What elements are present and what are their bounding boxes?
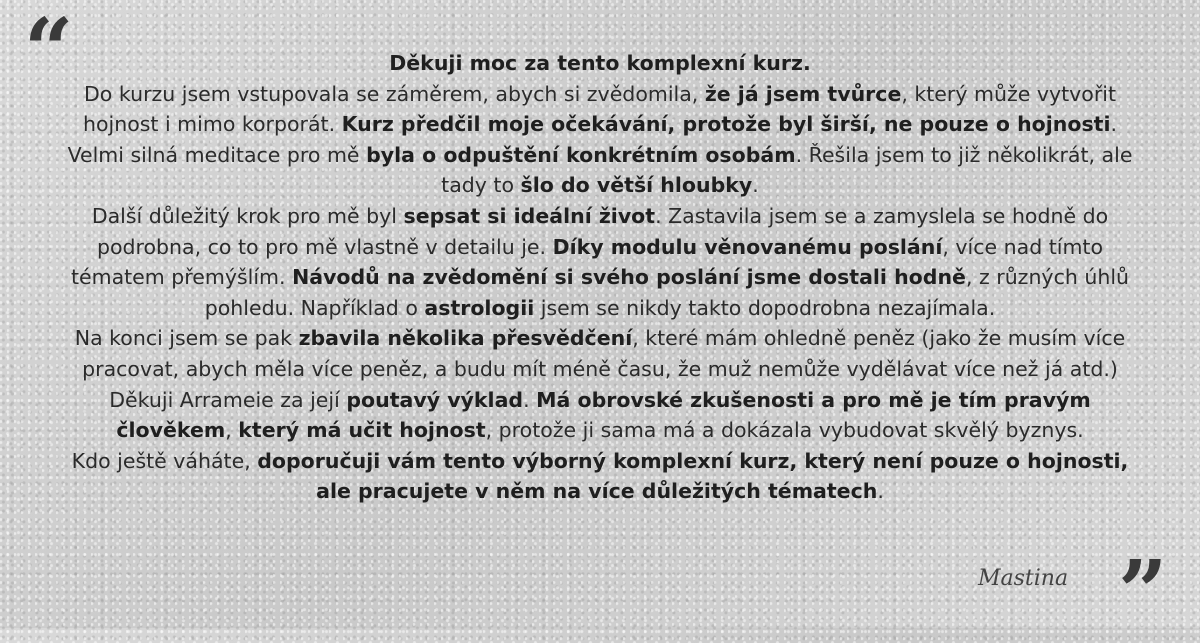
text-run: . Řešila jsem to již několikrát, ale tady to	[441, 142, 1133, 198]
text-run: jsem se nikdy takto dopodrobna nezajímala.	[534, 295, 996, 320]
text-run: , který může vytvořit hojnost i mimo korporát.	[82, 81, 1116, 137]
bold-phrase: Má obrovské zkušenosti a pro mě je tím pravým člověkem	[116, 387, 1091, 443]
text-run: Děkuji Arrameie za její	[109, 387, 347, 412]
text-run: . Zastavila jsem se a zamyslela se hodně do podrobna, co to pro mě vlastně v detailu je.	[96, 203, 1109, 259]
close-quote-icon: ”	[1118, 542, 1168, 643]
bold-phrase: byla o odpuštění konkrétním osobám	[366, 142, 796, 167]
bold-phrase: sepsat si ideální život	[403, 203, 656, 228]
testimonial-paragraph	[52, 446, 1148, 507]
text-run: , z různých úhlů pohledu. Například o	[204, 265, 1130, 320]
bold-phrase: šlo do větší hloubky	[520, 173, 753, 198]
text-run: Velmi silná meditace pro mě	[67, 142, 367, 167]
testimonial-paragraph	[52, 385, 1148, 446]
testimonial-paragraph	[52, 140, 1148, 201]
testimonial-paragraph	[52, 201, 1148, 323]
bold-phrase: doporučuji vám tento výborný komplexní kurz, který není pouze o hojnosti, ale pracujete v něm na více důležitých tématech	[257, 448, 1129, 504]
text-run: .	[752, 173, 759, 198]
text-run: Na konci jsem se pak	[74, 326, 299, 351]
bold-phrase: zbavila několika přesvědčení	[298, 326, 633, 351]
text-run: , které mám ohledně peněz (jako že musím více pracovat, abych měla více peněz, a budu mít méně času, že muž nemůže vydělávat více než já atd.)	[82, 326, 1126, 381]
bold-phrase: Díky modulu věnovanému poslání	[552, 234, 943, 259]
text-run: ,	[225, 418, 239, 443]
bold-phrase: Děkuji moc za tento komplexní kurz.	[389, 51, 811, 75]
text-run: , více nad tímto tématem přemýšlím.	[70, 234, 1104, 290]
text-run: .	[1110, 112, 1118, 137]
signature: Mastina	[978, 566, 1069, 591]
testimonial-text	[52, 48, 1148, 507]
open-quote-icon: “	[24, 0, 74, 101]
text-run: .	[523, 387, 537, 412]
testimonial-paragraph	[52, 323, 1148, 384]
bold-phrase: astrologii	[424, 295, 535, 320]
text-run: .	[877, 479, 884, 504]
testimonial-paragraph	[52, 48, 1148, 79]
testimonial-paragraph	[52, 79, 1148, 140]
bold-phrase: že já jsem tvůrce	[704, 81, 902, 106]
text-run: Do kurzu jsem vstupovala se záměrem, abych si zvědomila,	[84, 81, 705, 106]
text-run: Kdo ještě váháte,	[71, 448, 258, 473]
text-run: , protože ji sama má a dokázala vybudovat skvělý byznys.	[485, 418, 1084, 443]
bold-phrase: poutavý výklad	[346, 387, 524, 412]
bold-phrase: Kurz předčil moje očekávání, protože byl širší, ne pouze o hojnosti	[341, 112, 1111, 137]
bold-phrase: Návodů na zvědomění si svého poslání jsme dostali hodně	[292, 265, 966, 290]
bold-phrase: který má učit hojnost	[238, 418, 486, 443]
text-run: Další důležitý krok pro mě byl	[91, 203, 404, 228]
